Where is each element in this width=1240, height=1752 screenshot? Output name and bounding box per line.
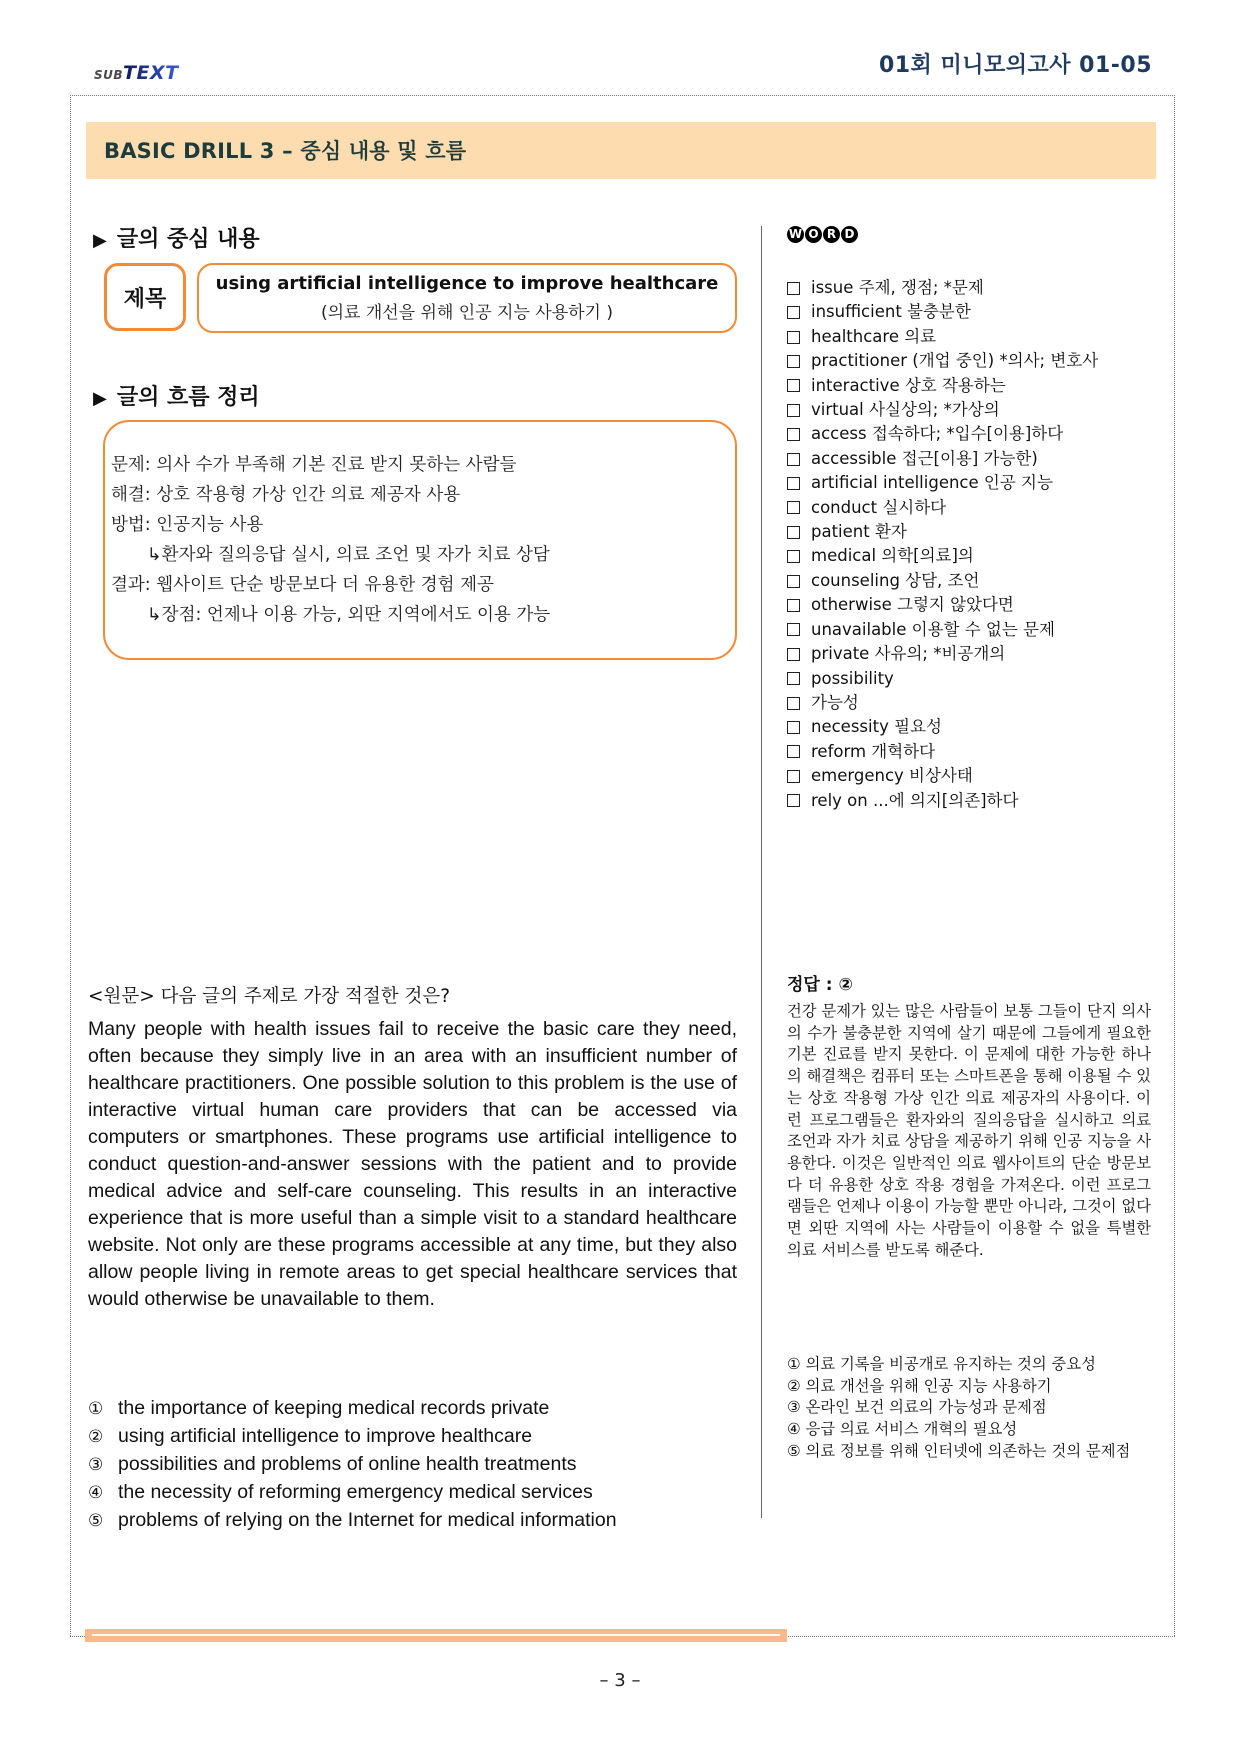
korean-choice-5: ⑤ 의료 정보를 위해 인터넷에 의존하는 것의 문제점: [787, 1441, 1131, 1460]
word-text: emergency 비상사태: [811, 766, 973, 786]
logo-text: TEXT: [123, 62, 179, 84]
checkbox-icon[interactable]: [787, 331, 800, 344]
section-banner-title: BASIC DRILL 3 – 중심 내용 및 흐름: [104, 139, 467, 163]
checkbox-icon[interactable]: [787, 745, 800, 758]
checkbox-icon[interactable]: [787, 721, 800, 734]
flow-method-detail: ↳환자와 질의응답 실시, 의료 조언 및 자가 치료 상담: [147, 545, 550, 565]
korean-translation: 건강 문제가 있는 많은 사람들이 보통 그들이 단지 의사의 수가 불충분한 지역에 살기 때문에 그들에게 필요한 기본 진료를 받지 못한다. 이 문제에 대한 가능한 하나의 해결책은 컴퓨터 또는 스마트폰을 통해 이용될 수 있는 상호 작용형 가상 인간 의료 제공자의 사용이다. 이런 프로그램들은 환자와의 질의응답을 실시하고 의료 조언과 자가 치료 상담을 제공하기 위해 인공 지능을 사용한다. 이것은 일반적인 의료 웹사이트의 단순 방문보다 더 유용한 상호 작용 경험을 가져온다. 이런 프로그램들은 언제나 이용이 가능할 뿐만 아니라, 그것이 없다면 외딴 지역에 사는 사람들이 이용할 수 없을 특별한 의료 서비스를 받도록 해준다.: [787, 1002, 1151, 1259]
word-item: [787, 496, 1098, 520]
choice-text: the importance of keeping medical records private: [118, 1397, 550, 1419]
word-text: possibility: [811, 668, 894, 688]
word-text: otherwise 그렇지 않았다면: [811, 595, 1014, 615]
word-item: [787, 471, 1098, 495]
checkbox-icon[interactable]: [787, 794, 800, 807]
word-letter-r: R: [823, 226, 840, 243]
word-item: [787, 667, 1098, 691]
word-item: [787, 740, 1098, 764]
decorative-bottom-bar: [85, 1629, 787, 1642]
choice-text: the necessity of reforming emergency medical services: [118, 1481, 593, 1503]
triangle-right-icon: ▶: [93, 230, 107, 251]
word-item: [787, 398, 1098, 422]
circled-number-4: ④: [88, 1483, 104, 1503]
title-box: [197, 263, 737, 333]
subtext-logo: [94, 62, 179, 84]
checkbox-icon[interactable]: [787, 599, 800, 612]
checkbox-icon[interactable]: [787, 477, 800, 490]
word-text: medical 의학[의료]의: [811, 546, 974, 566]
word-item: [787, 325, 1098, 349]
checkbox-icon[interactable]: [787, 355, 800, 368]
word-text: reform 개혁하다: [811, 741, 936, 761]
korean-choice-4: ④ 응급 의료 서비스 개혁의 필요성: [787, 1420, 1018, 1439]
main-idea-heading-text: 글의 중심 내용: [116, 227, 260, 252]
flow-lines: [111, 450, 550, 630]
word-item: [787, 618, 1098, 642]
word-letter-o: O: [805, 226, 822, 243]
checkbox-icon[interactable]: [787, 648, 800, 661]
word-text: conduct 실시하다: [811, 497, 947, 517]
choice-text: problems of relying on the Internet for medical information: [118, 1509, 617, 1531]
word-item: [787, 349, 1098, 373]
word-text: 가능성: [811, 692, 859, 712]
word-title: [787, 226, 858, 243]
word-text: necessity 필요성: [811, 717, 942, 737]
word-text: rely on ...에 의지[의존]하다: [811, 790, 1019, 810]
checkbox-icon[interactable]: [787, 306, 800, 319]
question-prompt: <원문> 다음 글의 주제로 가장 적절한 것은?: [88, 986, 451, 1007]
word-text: patient 환자: [811, 522, 907, 542]
checkbox-icon[interactable]: [787, 379, 800, 392]
flow-result-detail: ↳장점: 언제나 이용 가능, 외딴 지역에서도 이용 가능: [147, 605, 551, 625]
korean-choices: [787, 1354, 1151, 1463]
word-text: unavailable 이용할 수 없는 문제: [811, 619, 1055, 639]
word-list: [787, 276, 1098, 813]
korean-choice-3: ③ 온라인 보건 의료의 가능성과 문제점: [787, 1398, 1047, 1417]
choice-1[interactable]: [88, 1395, 617, 1423]
word-item: [787, 300, 1098, 324]
title-tag: 제목: [104, 263, 186, 331]
word-item: [787, 447, 1098, 471]
word-item: [787, 764, 1098, 788]
answer-choices: [88, 1395, 617, 1535]
choice-text: possibilities and problems of online health treatments: [118, 1453, 577, 1475]
checkbox-icon[interactable]: [787, 623, 800, 636]
checkbox-icon[interactable]: [787, 404, 800, 417]
word-text: virtual 사실상의; *가상의: [811, 400, 1000, 420]
checkbox-icon[interactable]: [787, 770, 800, 783]
checkbox-icon[interactable]: [787, 282, 800, 295]
word-item: [787, 593, 1098, 617]
word-text: artificial intelligence 인공 지능: [811, 473, 1053, 493]
word-text: accessible 접근[이용] 가능한): [811, 448, 1038, 468]
word-item: [787, 374, 1098, 398]
flow-result: 결과: 웹사이트 단순 방문보다 더 유용한 경험 제공: [111, 575, 494, 595]
word-text: practitioner (개업 중인) *의사; 변호사: [811, 351, 1099, 371]
checkbox-icon[interactable]: [787, 672, 800, 685]
word-item: [787, 569, 1098, 593]
checkbox-icon[interactable]: [787, 550, 800, 563]
flow-problem: 문제: 의사 수가 부족해 기본 진료 받지 못하는 사람들: [111, 455, 517, 475]
word-letter-w: W: [788, 227, 803, 241]
page-title: 01회 미니모의고사 01-05: [878, 53, 1152, 78]
checkbox-icon[interactable]: [787, 526, 800, 539]
word-text: private 사유의; *비공개의: [811, 644, 1006, 664]
passage-text: Many people with health issues fail to receive the basic care they need, often because they simply live in an area with an insufficient number of healthcare practitioners. One possible solution to this problem is the use of interactive virtual human care providers that can be accessed via computers or smartphones. These programs use artificial intelligence to conduct question-and-answer sessions with the patient and to provide medical advice and self-care counseling. This results in an interactive experience that is more useful than a simple visit to a standard healthcare website. Not only are these programs accessible at any time, but they also allow people living in remote areas to get special healthcare services that would otherwise be unavailable to them.: [88, 1018, 737, 1310]
word-text: counseling 상담, 조언: [811, 570, 980, 590]
logo-sub: SUB: [94, 68, 124, 82]
flow-heading: [93, 380, 260, 411]
checkbox-icon[interactable]: [787, 697, 800, 710]
title-english: using artificial intelligence to improve healthcare: [215, 273, 719, 294]
flow-method: 방법: 인공지능 사용: [111, 515, 264, 535]
word-letter-d: D: [841, 226, 858, 243]
word-item: [787, 715, 1098, 739]
section-banner: [86, 122, 1156, 179]
word-text: interactive 상호 작용하는: [811, 375, 1006, 395]
word-text: insufficient 불충분한: [811, 302, 971, 322]
word-text: healthcare 의료: [811, 326, 937, 346]
word-item: [787, 691, 1098, 715]
word-item: [787, 276, 1098, 300]
word-item: [787, 544, 1098, 568]
circled-number-2: ②: [88, 1427, 104, 1447]
choice-4[interactable]: [88, 1479, 617, 1507]
word-text: issue 주제, 쟁점; *문제: [811, 278, 984, 297]
page-number: – 3 –: [599, 1670, 641, 1691]
answer-label: 정답 : ②: [787, 975, 853, 995]
checkbox-icon[interactable]: [787, 501, 800, 514]
circled-number-5: ⑤: [88, 1511, 104, 1531]
korean-choice-2: ② 의료 개선을 위해 인공 지능 사용하기: [787, 1376, 1052, 1395]
column-divider: [761, 226, 762, 1518]
checkbox-icon[interactable]: [787, 428, 800, 441]
flow-solution: 해결: 상호 작용형 가상 인간 의료 제공자 사용: [111, 485, 461, 505]
word-item: [787, 520, 1098, 544]
word-item: [787, 422, 1098, 446]
title-korean: (의료 개선을 위해 인공 지능 사용하기 ): [320, 303, 614, 323]
word-text: access 접속하다; *입수[이용]하다: [811, 424, 1064, 444]
main-idea-heading: [93, 222, 260, 253]
circled-number-1: ①: [88, 1399, 104, 1419]
flow-heading-text: 글의 흐름 정리: [116, 385, 260, 410]
checkbox-icon[interactable]: [787, 575, 800, 588]
choice-5[interactable]: [88, 1507, 617, 1535]
word-item: [787, 789, 1098, 813]
word-item: [787, 642, 1098, 666]
choice-2[interactable]: [88, 1423, 617, 1451]
korean-choice-1: ① 의료 기록을 비공개로 유지하는 것의 중요성: [787, 1355, 1096, 1373]
choice-3[interactable]: [88, 1451, 617, 1479]
triangle-right-icon: ▶: [93, 388, 107, 409]
circled-number-3: ③: [88, 1455, 104, 1475]
choice-text: using artificial intelligence to improve healthcare: [118, 1425, 533, 1447]
checkbox-icon[interactable]: [787, 453, 800, 466]
